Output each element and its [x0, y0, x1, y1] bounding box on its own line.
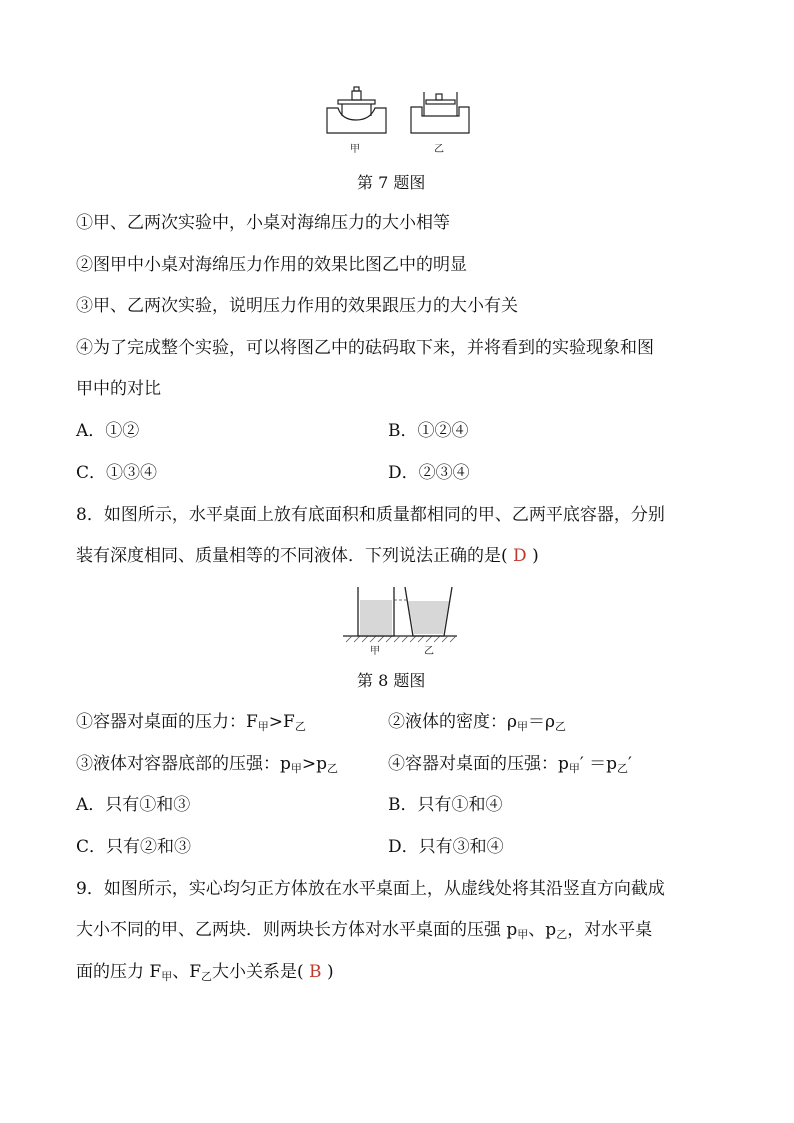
q9-answer: B	[309, 962, 322, 982]
q9-line1: 9．如图所示，实心均匀正方体放在水平桌面上，从虚线处将其沿竖直方向截成	[76, 879, 665, 899]
q8-option-c: C．只有②和③	[76, 837, 192, 857]
q9-close-paren: )	[326, 962, 334, 982]
q7-statement-1: ①甲、乙两次实验中，小桌对海绵压力的大小相等	[76, 213, 450, 233]
figure-7-label-jia: 甲	[350, 144, 360, 155]
q7-option-c: C．①③④	[76, 463, 158, 483]
q8-option-a: A．只有①和③	[76, 795, 191, 815]
q9-line3: 面的压力 $F_甲$、$F_乙$大小关系是( B )	[76, 962, 334, 983]
figure-7-caption: 第 7 题图	[357, 173, 426, 192]
q8-answer: D	[513, 546, 527, 566]
q7-option-a: A．①②	[76, 421, 140, 441]
q8-statement-3: ③液体对容器底部的压强：$p_甲>p_乙$	[76, 754, 339, 775]
q7-option-b: B．①②④	[388, 421, 469, 441]
q8-statement-1: ①容器对桌面的压力：$F_甲>F_乙$	[76, 712, 306, 733]
q7-option-d: D．②③④	[388, 463, 470, 483]
figure-8-label-jia: 甲	[370, 646, 380, 657]
figure-7-label-yi: 乙	[434, 144, 444, 155]
q8-option-d: D．只有③和④	[388, 837, 504, 857]
q8-close-paren: )	[532, 546, 539, 566]
q8-stem-text: 装有深度相同、质量相等的不同液体．下列说法正确的是(	[76, 546, 508, 566]
q8-stem-line1: 8．如图所示，水平桌面上放有底面积和质量都相同的甲、乙两平底容器，分别	[76, 505, 665, 525]
q7-statement-3: ③甲、乙两次实验，说明压力作用的效果跟压力的大小有关	[76, 296, 518, 316]
q7-statement-2: ②图甲中小桌对海绵压力作用的效果比图乙中的明显	[76, 255, 467, 275]
q9-line2: 大小不同的甲、乙两块．则两块长方体对水平桌面的压强 $p_甲$、$p_乙$，对水平桌	[76, 920, 653, 941]
figure-8-caption: 第 8 题图	[357, 671, 426, 690]
q7-statement-4-cont: 甲中的对比	[76, 379, 161, 399]
q8-statement-2: ②液体的密度：$\rho_甲=\rho_乙$	[388, 712, 566, 733]
q8-option-b: B．只有①和④	[388, 795, 503, 815]
figure-8-label-yi: 乙	[424, 646, 434, 657]
q7-statement-4: ④为了完成整个实验，可以将图乙中的砝码取下来，并将看到的实验现象和图	[76, 338, 654, 358]
q8-statement-4: ④容器对桌面的压强：$p_甲' =p_乙'$	[388, 754, 632, 775]
